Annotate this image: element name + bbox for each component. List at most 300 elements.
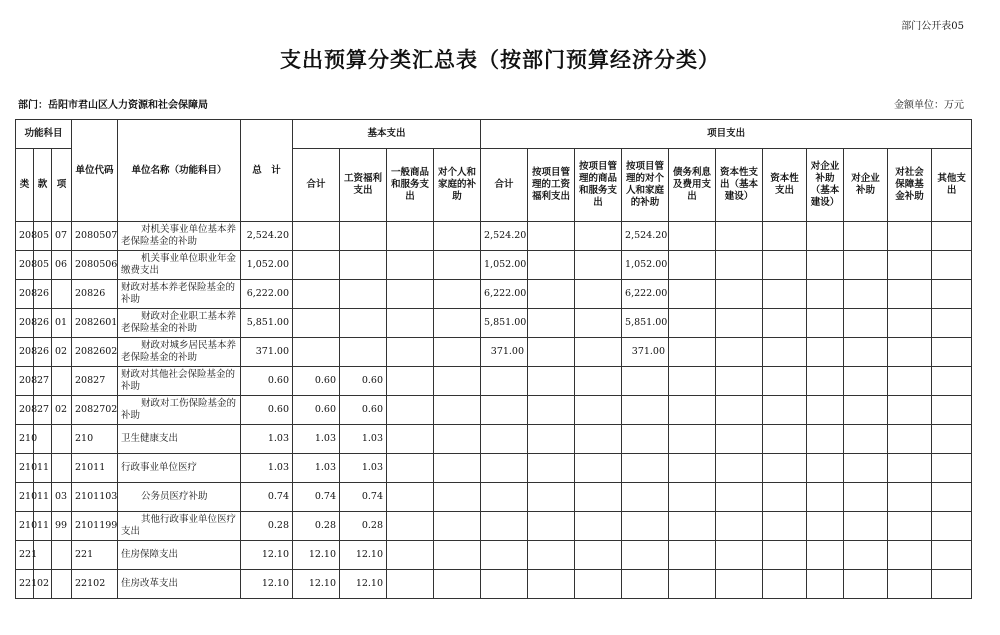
- cell-empty: [763, 338, 807, 367]
- header-unit-name: 单位名称（功能科目）: [118, 120, 241, 222]
- cell-unit-code: 22102: [72, 570, 118, 599]
- cell-lei: 221: [16, 570, 34, 599]
- cell-unit-name: 行政事业单位医疗: [118, 454, 241, 483]
- cell-unit-code: 2101199: [72, 512, 118, 541]
- cell-total: 2,524.20: [241, 222, 293, 251]
- amount-unit: 金额单位：万元: [894, 100, 964, 111]
- cell-empty: [844, 251, 888, 280]
- cell-empty: [716, 280, 763, 309]
- cell-unit-code: 221: [72, 541, 118, 570]
- header-project-col: 对企业补助（基本建设）: [807, 149, 844, 222]
- cell-unit-name: [118, 338, 241, 367]
- cell-project-total: 2,524.20: [481, 222, 528, 251]
- cell-basic-goods: [387, 367, 434, 396]
- cell-project-salary: [528, 338, 575, 367]
- cell-basic-total: 12.10: [293, 570, 340, 599]
- cell-empty: [716, 425, 763, 454]
- cell-project-total: 371.00: [481, 338, 528, 367]
- cell-basic-salary: [340, 309, 387, 338]
- cell-total: 371.00: [241, 338, 293, 367]
- cell-empty: [888, 251, 932, 280]
- cell-total: 6,222.00: [241, 280, 293, 309]
- cell-unit-code: 20826: [72, 280, 118, 309]
- cell-project-goods: [575, 396, 622, 425]
- unit-name-text: 其他行政事业单位医疗支出: [121, 514, 237, 537]
- cell-basic-total: [293, 251, 340, 280]
- cell-empty: [716, 483, 763, 512]
- cell-empty: [844, 454, 888, 483]
- cell-unit-code: 2080507: [72, 222, 118, 251]
- cell-empty: [716, 367, 763, 396]
- unit-name-text: 财政对城乡居民基本养老保险基金的补助: [121, 340, 237, 363]
- cell-basic-family: [434, 425, 481, 454]
- cell-unit-name: [118, 251, 241, 280]
- cell-empty: [888, 541, 932, 570]
- cell-empty: [888, 570, 932, 599]
- cell-lei: 208: [16, 280, 34, 309]
- cell-xiang: 06: [52, 251, 72, 280]
- cell-unit-code: 2082702: [72, 396, 118, 425]
- header-total: 总 计: [241, 120, 293, 222]
- cell-empty: [669, 570, 716, 599]
- cell-empty: [716, 309, 763, 338]
- cell-empty: [763, 222, 807, 251]
- header-project-expenditure: 项目支出: [481, 120, 972, 149]
- table-row: [16, 367, 972, 396]
- cell-kuan: 26: [34, 280, 52, 309]
- cell-basic-family: [434, 483, 481, 512]
- cell-project-family: 1,052.00: [622, 251, 669, 280]
- cell-empty: [888, 483, 932, 512]
- cell-xiang: 01: [52, 309, 72, 338]
- cell-empty: [807, 483, 844, 512]
- cell-kuan: 26: [34, 309, 52, 338]
- cell-empty: [932, 338, 972, 367]
- cell-xiang: 02: [52, 338, 72, 367]
- cell-empty: [807, 251, 844, 280]
- cell-empty: [932, 396, 972, 425]
- cell-empty: [932, 367, 972, 396]
- cell-empty: [888, 309, 932, 338]
- cell-xiang: 02: [52, 396, 72, 425]
- cell-empty: [844, 367, 888, 396]
- cell-project-family: [622, 396, 669, 425]
- cell-project-goods: [575, 222, 622, 251]
- cell-basic-goods: [387, 309, 434, 338]
- cell-project-total: [481, 570, 528, 599]
- cell-basic-goods: [387, 280, 434, 309]
- cell-lei: 210: [16, 425, 34, 454]
- cell-empty: [807, 425, 844, 454]
- cell-project-salary: [528, 251, 575, 280]
- header-project-col: 其他支出: [932, 149, 972, 222]
- cell-empty: [716, 338, 763, 367]
- cell-empty: [932, 541, 972, 570]
- cell-empty: [844, 541, 888, 570]
- cell-empty: [844, 483, 888, 512]
- cell-kuan: 11: [34, 483, 52, 512]
- cell-project-goods: [575, 483, 622, 512]
- cell-empty: [807, 280, 844, 309]
- budget-table: [15, 119, 972, 599]
- cell-empty: [932, 483, 972, 512]
- cell-empty: [932, 425, 972, 454]
- cell-basic-salary: [340, 222, 387, 251]
- header-project-col: 资本性支出: [763, 149, 807, 222]
- header-kuan: 款: [34, 149, 52, 222]
- cell-project-goods: [575, 512, 622, 541]
- cell-project-total: [481, 541, 528, 570]
- cell-empty: [763, 483, 807, 512]
- cell-total: 0.60: [241, 396, 293, 425]
- cell-empty: [763, 541, 807, 570]
- table-row: [16, 309, 972, 338]
- cell-basic-total: 0.60: [293, 396, 340, 425]
- cell-basic-total: 1.03: [293, 454, 340, 483]
- cell-project-total: 6,222.00: [481, 280, 528, 309]
- cell-xiang: [52, 425, 72, 454]
- cell-project-total: [481, 454, 528, 483]
- cell-empty: [888, 396, 932, 425]
- header-basic-col: 对个人和家庭的补助: [434, 149, 481, 222]
- table-row: [16, 280, 972, 309]
- cell-lei: 208: [16, 222, 34, 251]
- cell-empty: [932, 512, 972, 541]
- cell-project-goods: [575, 338, 622, 367]
- cell-basic-goods: [387, 541, 434, 570]
- cell-basic-salary: 0.60: [340, 367, 387, 396]
- header-basic-col: 合计: [293, 149, 340, 222]
- cell-basic-total: 0.74: [293, 483, 340, 512]
- table-row: [16, 396, 972, 425]
- cell-basic-goods: [387, 222, 434, 251]
- cell-basic-salary: 0.60: [340, 396, 387, 425]
- header-unit-code: 单位代码: [72, 120, 118, 222]
- cell-kuan: 27: [34, 396, 52, 425]
- cell-lei: 208: [16, 367, 34, 396]
- cell-basic-family: [434, 512, 481, 541]
- cell-total: 1.03: [241, 454, 293, 483]
- cell-kuan: 05: [34, 222, 52, 251]
- cell-basic-goods: [387, 338, 434, 367]
- header-basic-expenditure: 基本支出: [293, 120, 481, 149]
- table-row: [16, 454, 972, 483]
- cell-project-family: [622, 570, 669, 599]
- cell-xiang: [52, 454, 72, 483]
- cell-empty: [669, 541, 716, 570]
- cell-empty: [807, 367, 844, 396]
- cell-project-goods: [575, 570, 622, 599]
- cell-basic-goods: [387, 483, 434, 512]
- table-row: [16, 338, 972, 367]
- cell-project-salary: [528, 541, 575, 570]
- cell-empty: [932, 251, 972, 280]
- cell-basic-salary: 12.10: [340, 570, 387, 599]
- cell-project-goods: [575, 541, 622, 570]
- cell-empty: [807, 541, 844, 570]
- cell-empty: [669, 454, 716, 483]
- cell-kuan: 26: [34, 338, 52, 367]
- cell-unit-code: 2082602: [72, 338, 118, 367]
- cell-empty: [716, 396, 763, 425]
- cell-basic-family: [434, 222, 481, 251]
- cell-total: 1.03: [241, 425, 293, 454]
- cell-basic-total: 1.03: [293, 425, 340, 454]
- cell-project-total: [481, 396, 528, 425]
- cell-project-salary: [528, 367, 575, 396]
- cell-unit-name: 卫生健康支出: [118, 425, 241, 454]
- cell-unit-code: 21011: [72, 454, 118, 483]
- cell-basic-goods: [387, 454, 434, 483]
- cell-basic-family: [434, 454, 481, 483]
- cell-basic-goods: [387, 570, 434, 599]
- unit-name-text: 机关事业单位职业年金缴费支出: [121, 253, 237, 276]
- cell-xiang: 07: [52, 222, 72, 251]
- cell-project-goods: [575, 454, 622, 483]
- table-row: [16, 483, 972, 512]
- cell-unit-name: [118, 512, 241, 541]
- cell-empty: [763, 367, 807, 396]
- cell-empty: [888, 222, 932, 251]
- cell-empty: [807, 222, 844, 251]
- cell-project-salary: [528, 222, 575, 251]
- cell-xiang: [52, 541, 72, 570]
- cell-unit-code: 2080506: [72, 251, 118, 280]
- cell-basic-salary: 12.10: [340, 541, 387, 570]
- cell-xiang: [52, 367, 72, 396]
- table-row: [16, 425, 972, 454]
- cell-empty: [669, 396, 716, 425]
- cell-project-family: 371.00: [622, 338, 669, 367]
- cell-project-family: [622, 483, 669, 512]
- cell-kuan: 11: [34, 512, 52, 541]
- cell-empty: [807, 338, 844, 367]
- cell-unit-name: 住房改革支出: [118, 570, 241, 599]
- cell-basic-salary: [340, 338, 387, 367]
- cell-basic-goods: [387, 396, 434, 425]
- cell-basic-family: [434, 280, 481, 309]
- cell-basic-total: 12.10: [293, 541, 340, 570]
- cell-project-total: [481, 367, 528, 396]
- cell-project-family: [622, 512, 669, 541]
- cell-empty: [807, 512, 844, 541]
- cell-project-goods: [575, 251, 622, 280]
- cell-empty: [932, 280, 972, 309]
- cell-basic-total: [293, 309, 340, 338]
- cell-basic-total: [293, 280, 340, 309]
- cell-project-salary: [528, 570, 575, 599]
- cell-basic-family: [434, 541, 481, 570]
- cell-xiang: [52, 280, 72, 309]
- cell-basic-goods: [387, 251, 434, 280]
- cell-empty: [844, 512, 888, 541]
- cell-basic-family: [434, 309, 481, 338]
- cell-project-total: [481, 483, 528, 512]
- cell-empty: [807, 309, 844, 338]
- cell-project-total: [481, 512, 528, 541]
- table-row: [16, 222, 972, 251]
- cell-basic-total: 0.28: [293, 512, 340, 541]
- cell-total: 12.10: [241, 541, 293, 570]
- header-project-col: 按项目管理的工资福利支出: [528, 149, 575, 222]
- cell-total: 5,851.00: [241, 309, 293, 338]
- cell-empty: [669, 222, 716, 251]
- cell-unit-name: 财政对基本养老保险基金的补助: [118, 280, 241, 309]
- cell-empty: [669, 309, 716, 338]
- cell-unit-name: [118, 309, 241, 338]
- cell-xiang: 99: [52, 512, 72, 541]
- cell-empty: [716, 222, 763, 251]
- cell-project-salary: [528, 483, 575, 512]
- cell-project-total: [481, 425, 528, 454]
- cell-empty: [669, 425, 716, 454]
- header-project-col: 按项目管理的对个人和家庭的补助: [622, 149, 669, 222]
- cell-empty: [844, 222, 888, 251]
- cell-project-family: [622, 425, 669, 454]
- cell-basic-salary: 0.74: [340, 483, 387, 512]
- cell-empty: [932, 222, 972, 251]
- cell-project-family: [622, 367, 669, 396]
- cell-empty: [844, 280, 888, 309]
- cell-empty: [669, 483, 716, 512]
- cell-project-salary: [528, 512, 575, 541]
- cell-empty: [888, 338, 932, 367]
- cell-unit-code: 2082601: [72, 309, 118, 338]
- cell-basic-salary: [340, 251, 387, 280]
- cell-unit-name: [118, 483, 241, 512]
- cell-basic-total: [293, 222, 340, 251]
- cell-lei: 210: [16, 483, 34, 512]
- cell-empty: [888, 367, 932, 396]
- cell-basic-family: [434, 396, 481, 425]
- cell-empty: [844, 396, 888, 425]
- cell-project-total: 1,052.00: [481, 251, 528, 280]
- cell-basic-salary: 1.03: [340, 454, 387, 483]
- cell-project-goods: [575, 280, 622, 309]
- cell-empty: [669, 367, 716, 396]
- cell-basic-salary: 0.28: [340, 512, 387, 541]
- cell-total: 0.74: [241, 483, 293, 512]
- header-project-col: 对企业补助: [844, 149, 888, 222]
- header-xiang: 项: [52, 149, 72, 222]
- cell-kuan: 11: [34, 454, 52, 483]
- cell-empty: [763, 512, 807, 541]
- cell-project-salary: [528, 396, 575, 425]
- cell-empty: [763, 454, 807, 483]
- header-lei: 类: [16, 149, 34, 222]
- header-project-col: 按项目管理的商品和服务支出: [575, 149, 622, 222]
- cell-project-family: [622, 454, 669, 483]
- cell-basic-total: [293, 338, 340, 367]
- unit-name-text: 财政对企业职工基本养老保险基金的补助: [121, 311, 237, 334]
- cell-project-family: 6,222.00: [622, 280, 669, 309]
- cell-project-salary: [528, 309, 575, 338]
- cell-lei: 208: [16, 251, 34, 280]
- cell-basic-family: [434, 367, 481, 396]
- cell-basic-goods: [387, 512, 434, 541]
- header-project-col: 合计: [481, 149, 528, 222]
- page-title: 支出预算分类汇总表（按部门预算经济分类）: [280, 47, 720, 72]
- department-label: 部门：岳阳市君山区人力资源和社会保障局: [18, 100, 208, 111]
- cell-basic-family: [434, 570, 481, 599]
- cell-empty: [763, 570, 807, 599]
- cell-lei: 210: [16, 454, 34, 483]
- cell-lei: 208: [16, 309, 34, 338]
- cell-empty: [888, 280, 932, 309]
- cell-empty: [669, 251, 716, 280]
- header-project-col: 资本性支出（基本建设）: [716, 149, 763, 222]
- cell-empty: [807, 396, 844, 425]
- cell-xiang: [52, 570, 72, 599]
- cell-empty: [888, 512, 932, 541]
- cell-basic-family: [434, 251, 481, 280]
- header-basic-col: 工资福利支出: [340, 149, 387, 222]
- cell-empty: [888, 454, 932, 483]
- cell-unit-code: 20827: [72, 367, 118, 396]
- table-row: [16, 251, 972, 280]
- cell-basic-salary: 1.03: [340, 425, 387, 454]
- cell-empty: [716, 541, 763, 570]
- cell-total: 0.60: [241, 367, 293, 396]
- cell-unit-name: 住房保障支出: [118, 541, 241, 570]
- cell-unit-name: [118, 396, 241, 425]
- header-function-subject: 功能科目: [16, 120, 72, 149]
- cell-total: 0.28: [241, 512, 293, 541]
- cell-empty: [807, 454, 844, 483]
- cell-unit-code: 210: [72, 425, 118, 454]
- cell-empty: [932, 570, 972, 599]
- cell-project-total: 5,851.00: [481, 309, 528, 338]
- cell-empty: [669, 280, 716, 309]
- cell-lei: 208: [16, 338, 34, 367]
- cell-total: 1,052.00: [241, 251, 293, 280]
- cell-empty: [932, 454, 972, 483]
- cell-empty: [716, 570, 763, 599]
- cell-kuan: 27: [34, 367, 52, 396]
- cell-empty: [763, 280, 807, 309]
- cell-empty: [844, 338, 888, 367]
- cell-empty: [844, 570, 888, 599]
- header-project-col: 对社会保障基金补助: [888, 149, 932, 222]
- cell-project-goods: [575, 425, 622, 454]
- cell-project-goods: [575, 309, 622, 338]
- cell-total: 12.10: [241, 570, 293, 599]
- cell-kuan: 05: [34, 251, 52, 280]
- unit-name-text: 对机关事业单位基本养老保险基金的补助: [121, 224, 237, 247]
- cell-kuan: 02: [34, 570, 52, 599]
- cell-lei: 221: [16, 541, 34, 570]
- cell-unit-code: 2101103: [72, 483, 118, 512]
- cell-basic-goods: [387, 425, 434, 454]
- cell-project-salary: [528, 454, 575, 483]
- cell-empty: [716, 454, 763, 483]
- table-row: [16, 512, 972, 541]
- cell-xiang: 03: [52, 483, 72, 512]
- cell-empty: [669, 512, 716, 541]
- unit-name-text: 公务员医疗补助: [141, 491, 208, 502]
- cell-lei: 208: [16, 396, 34, 425]
- form-number: 部门公开表05: [901, 21, 964, 32]
- table-row: [16, 570, 972, 599]
- cell-empty: [932, 309, 972, 338]
- cell-unit-name: 财政对其他社会保险基金的补助: [118, 367, 241, 396]
- table-row: [16, 541, 972, 570]
- cell-empty: [888, 425, 932, 454]
- cell-project-family: 2,524.20: [622, 222, 669, 251]
- cell-empty: [763, 251, 807, 280]
- cell-basic-family: [434, 338, 481, 367]
- cell-empty: [669, 338, 716, 367]
